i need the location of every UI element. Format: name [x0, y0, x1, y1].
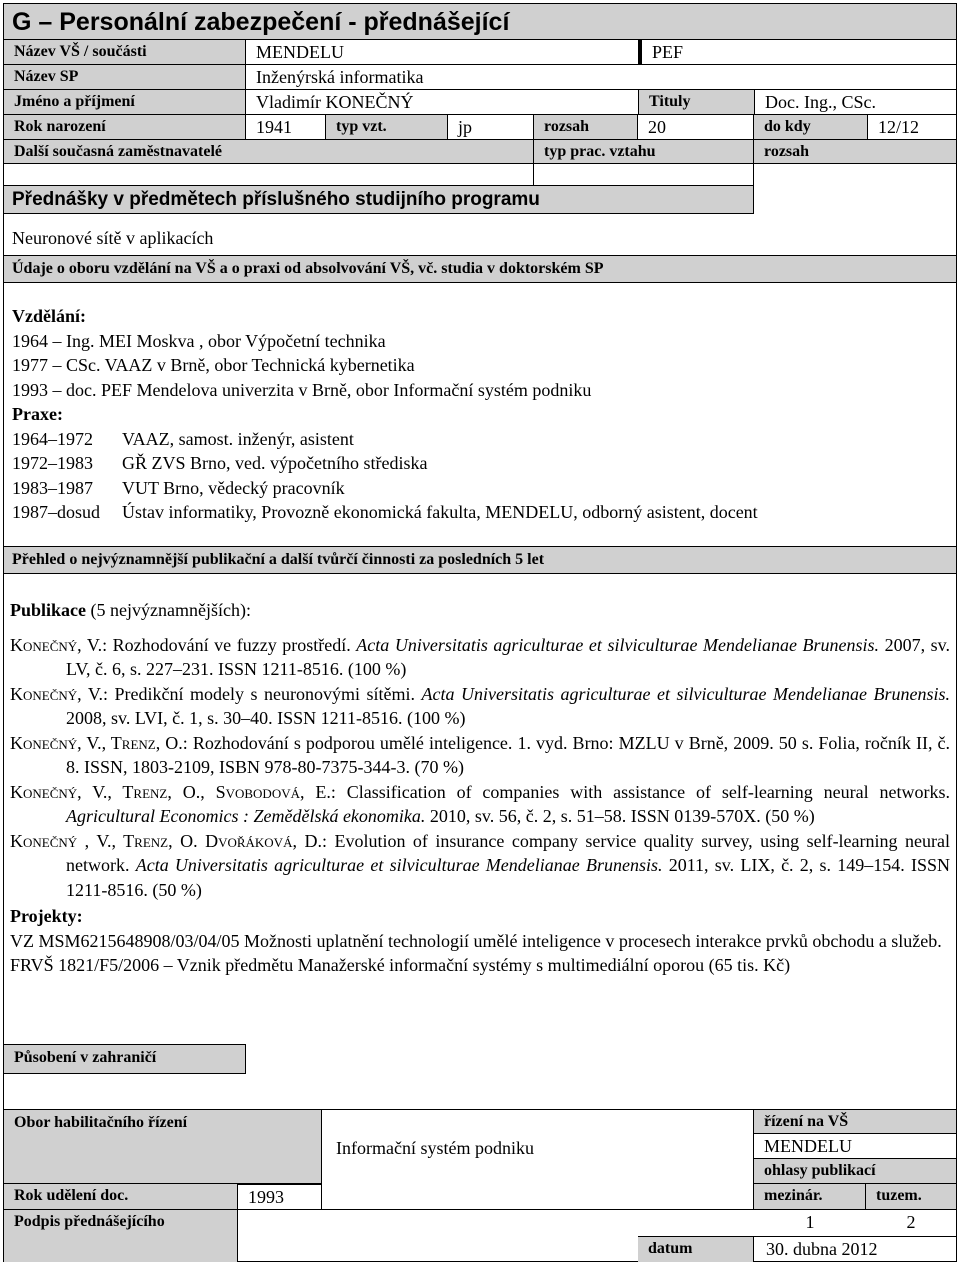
- until-label: do kdy: [754, 115, 868, 140]
- proc-label: řízení na VŠ: [754, 1110, 956, 1134]
- citations-label: ohlasy publikací: [754, 1159, 956, 1184]
- signature-label: Podpis přednášejícího: [4, 1210, 238, 1262]
- date-label: datum: [638, 1236, 754, 1262]
- publication-journal: Agricultural Economics : Zemědělská ekonomika.: [66, 806, 426, 826]
- lecture-course: Neuronové sítě v aplikacích: [12, 228, 214, 248]
- school-value: MENDELU: [246, 40, 638, 65]
- publication-title: : Evolution of insurance company service quality survey, using self-learning neural network.: [66, 830, 950, 875]
- practice-label: Praxe:: [12, 404, 63, 424]
- practice-years: 1964–1972: [12, 428, 93, 449]
- publication-item: [0, 682, 950, 731]
- until-value: 12/12: [868, 115, 956, 140]
- proc-value: MENDELU: [754, 1134, 956, 1159]
- other-employers-label: Další současná zaměstnavatelé: [4, 140, 534, 164]
- scope-value: 20: [638, 115, 754, 140]
- practice-years: 1987–dosud: [12, 502, 101, 522]
- publication-journal: Acta Universitatis agriculturae et silviculturae Mendelianae Brunensis.: [135, 855, 663, 875]
- contract-value: jp: [448, 115, 534, 140]
- practice-text: VAAZ, samost. inženýr, asistent: [122, 428, 354, 449]
- publications-label: [0, 598, 950, 623]
- practice-item: [12, 451, 942, 476]
- intl-label: mezinár.: [754, 1184, 866, 1210]
- publication-details: 2011, sv. LIX, č. 2, s. 149–154. ISSN 1211-8516. (50 %): [66, 855, 950, 900]
- publications-label-bold: Publikace: [10, 600, 87, 620]
- abroad-heading: Působení v zahraničí: [14, 1049, 157, 1066]
- publication-title: : Rozhodování s podporou umělé inteligence. 1. vyd. Brno: MZLU v Brně, 2009. 50 s. Folia, ročník II, č. 8. ISSN, 1803-2109, ISBN 978-80-7375-344-3. (70 %): [66, 732, 950, 777]
- publication-journal: Acta Universitatis agriculturae et silviculturae Mendelianae Brunensis.: [356, 634, 880, 655]
- publication-item: [0, 780, 950, 829]
- publication-journal: Acta Universitatis agriculturae et silviculturae Mendelianae Brunensis.: [421, 683, 950, 704]
- education-item: 1993 – doc. PEF Mendelova univerzita v Brně, obor Informační systém podniku: [12, 379, 592, 400]
- practice-text: Ústav informatiky, Provozně ekonomická fakulta, MENDELU, odborný asistent, docent: [122, 502, 758, 522]
- publication-authors: Konečný, V.: [10, 683, 104, 704]
- practice-years: 1983–1987: [12, 477, 93, 498]
- education-label: Vzdělání:: [12, 306, 86, 326]
- practice-item: [12, 476, 942, 501]
- titles-value: Doc. Ing., CSc.: [754, 90, 956, 115]
- project-item: FRVŠ 1821/F5/2006 – Vznik předmětu Manažerské informační systémy s multimediální oporou (65 tis. Kč): [10, 955, 791, 975]
- publication-item: [0, 829, 950, 903]
- date-value: 30. dubna 2012: [754, 1236, 956, 1262]
- dom-value: 2: [906, 1212, 916, 1232]
- habil-label: Obor habilitačního řízení: [4, 1110, 322, 1184]
- name-value: Vladimír KONEČNÝ: [246, 90, 638, 115]
- titles-label: Tituly: [638, 90, 754, 115]
- publication-item: [0, 731, 950, 780]
- school-label: Název VŠ / součásti: [4, 40, 246, 65]
- doc-year-label: Rok udělení doc.: [4, 1184, 238, 1210]
- publication-authors: Konečný, V., Trenz, O.: [10, 732, 183, 753]
- project-item: VZ MSM6215648908/03/04/05 Možnosti uplatnění technologií umělé inteligence v procesech interakce prvků obchodu a služeb.: [10, 930, 942, 951]
- scope-label: rozsah: [534, 115, 638, 140]
- publication-authors: Konečný, V., Trenz, O., Svobodová, E.: [10, 781, 331, 802]
- education-item: 1964 – Ing. MEI Moskva , obor Výpočetní technika: [12, 330, 386, 351]
- publication-title: : Predikční modely s neuronovými sítěmi.: [103, 683, 422, 704]
- practice-text: VUT Brno, vědecký pracovník: [122, 477, 345, 498]
- footer-spacer-cell: [322, 1184, 754, 1210]
- practice-years: 1972–1983: [12, 453, 93, 473]
- practice-item: [12, 500, 942, 525]
- birth-label: Rok narození: [4, 115, 246, 140]
- page-title: G – Personální zabezpečení - přednášející: [12, 8, 510, 36]
- education-block: [12, 304, 942, 525]
- contract-label: typ vzt.: [326, 115, 448, 140]
- education-item: 1977 – CSc. VAAZ v Brně, obor Technická kybernetika: [12, 355, 415, 375]
- education-heading: Údaje o oboru vzdělání na VŠ a o praxi od absolvování VŠ, vč. studia v doktorském SP: [12, 260, 604, 277]
- publication-authors: Konečný, V.: [10, 634, 103, 655]
- faculty-value: PEF: [638, 40, 956, 65]
- program-label: Název SP: [4, 65, 246, 90]
- lectures-heading: Přednášky v předmětech příslušného studijního programu: [12, 189, 540, 210]
- signature-field: [238, 1210, 638, 1262]
- publication-item: [0, 633, 950, 682]
- publication-authors: Konečný , V., Trenz, O. Dvořáková, D.: [10, 830, 322, 851]
- publications-heading: Přehled o nejvýznamnější publikační a další tvůrčí činnosti za posledních 5 let: [12, 551, 545, 568]
- birth-value: 1941: [246, 115, 326, 140]
- projects-label: Projekty:: [10, 906, 83, 926]
- dom-label: tuzem.: [866, 1184, 956, 1210]
- employer-empty-cell: [4, 164, 534, 186]
- publications-label-rest: (5 nejvýznamnějších):: [86, 600, 251, 620]
- work-type-label: typ prac. vztahu: [534, 140, 754, 164]
- practice-text: GŘ ZVS Brno, ved. výpočetního střediska: [122, 453, 428, 473]
- abroad-content: [4, 1074, 956, 1110]
- publication-details: 2008, sv. LVI, č. 1, s. 30–40. ISSN 1211-8516. (100 %): [66, 708, 466, 728]
- practice-item: [12, 427, 942, 452]
- work-type-empty-cell: [534, 164, 754, 186]
- publication-title: : Classification of companies with assistance of self-learning neural networks.: [330, 781, 950, 802]
- doc-year-value: 1993: [238, 1184, 322, 1210]
- name-label: Jméno a příjmení: [4, 90, 246, 115]
- publication-details: 2007, sv. LV, č. 6, s. 227–231. ISSN 1211-8516. (100 %): [66, 634, 950, 679]
- publication-details: 2010, sv. 56, č. 2, s. 51–58. ISSN 0139-570X. (50 %): [425, 806, 815, 826]
- publication-title: : Rozhodování ve fuzzy prostředí.: [102, 634, 357, 655]
- program-value: Inženýrská informatika: [246, 65, 956, 90]
- habil-value: Informační systém podniku: [336, 1138, 534, 1158]
- publications-block: [0, 598, 950, 978]
- other-scope-label: rozsah: [754, 140, 956, 164]
- intl-value: 1: [805, 1212, 815, 1232]
